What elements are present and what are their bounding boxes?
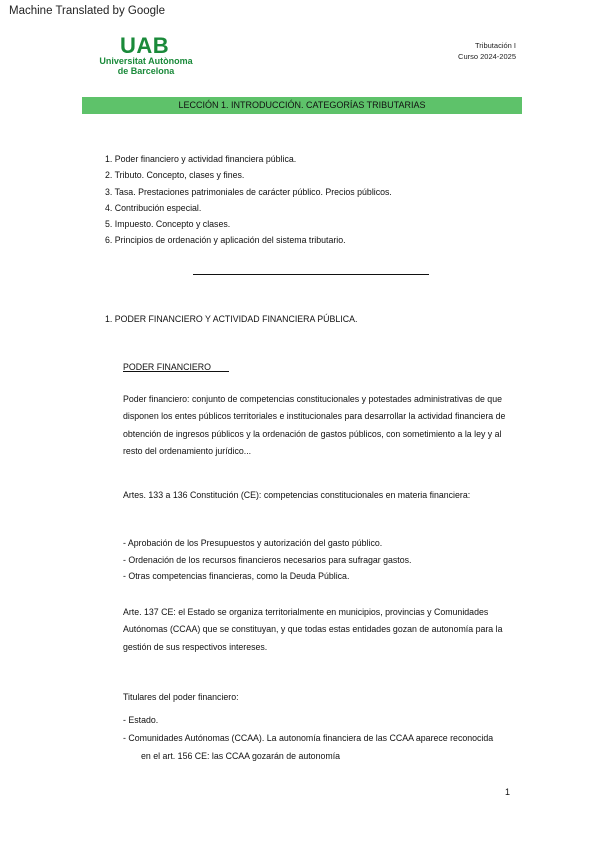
definition-paragraph: Poder financiero: conjunto de competencias constitucionales y potestades administrativas de que disponen los entes públicos territoriales e institucionales para desarrollar la actividad financiera de obtención de ingresos públicos y la ordenación de gastos públicos, con sometimiento a la ley y al resto del ordenamiento jurídico... (123, 394, 506, 456)
machine-translated-watermark: Machine Translated by Google (9, 5, 165, 17)
article-137-paragraph: Arte. 137 CE: el Estado se organiza territorialmente en municipios, provincias y Comunidades Autónomas (CCAA) que se constituyan, y que todas estas entidades gozan de autonomía para la gestión de sus respectivos intereses. (123, 607, 503, 652)
list-item: - Estado. (123, 715, 159, 725)
toc-item: 3. Tasa. Prestaciones patrimoniales de carácter público. Precios públicos. (105, 186, 392, 197)
lesson-title: LECCIÓN 1. INTRODUCCIÓN. CATEGORÍAS TRIBUTARIAS (178, 100, 426, 110)
list-item: - Ordenación de los recursos financieros necesarios para sufragar gastos. (123, 554, 412, 565)
section-divider (193, 274, 429, 275)
toc-item: 1. Poder financiero y actividad financiera pública. (105, 154, 297, 164)
competencias-list (123, 535, 412, 585)
lesson-title-banner (82, 97, 522, 114)
table-of-contents (105, 151, 392, 249)
toc-item: 2. Tributo. Concepto, clases y fines. (105, 170, 245, 181)
course-name: Tributación I (475, 41, 516, 50)
list-item: - Aprobación de los Presupuestos y autorización del gasto público. (123, 538, 383, 548)
titulares-heading: Titulares del poder financiero: (123, 692, 239, 702)
subsection-heading: PODER FINANCIERO (123, 362, 211, 372)
list-item-continuation: en el art. 156 CE: las CCAA gozarán de autonomía (141, 751, 341, 761)
course-year: Curso 2024-2025 (458, 52, 516, 61)
toc-item: 5. Impuesto. Concepto y clases. (105, 219, 231, 230)
course-header (458, 40, 516, 62)
logo-university-line: Universitat Autònoma (99, 56, 193, 66)
toc-item: 6. Principios de ordenación y aplicación del sistema tributario. (105, 235, 346, 246)
list-item: - Comunidades Autónomas (CCAA). La autonomía financiera de las CCAA aparece reconocida (123, 733, 494, 743)
toc-item: 4. Contribución especial. (105, 202, 202, 213)
logo-city-line: de Barcelona (117, 66, 175, 76)
titulares-list (123, 711, 533, 765)
section-heading: 1. PODER FINANCIERO Y ACTIVIDAD FINANCIERA PÚBLICA. (105, 314, 358, 324)
list-item: - Otras competencias financieras, como la Deuda Pública. (123, 571, 350, 581)
uab-logo (96, 33, 208, 76)
page-number: 1 (505, 787, 511, 797)
articles-paragraph: Artes. 133 a 136 Constitución (CE): competencias constitucionales en materia financiera: (123, 490, 471, 500)
subsection-underline (123, 371, 229, 372)
logo-uab-text: UAB (120, 33, 170, 58)
